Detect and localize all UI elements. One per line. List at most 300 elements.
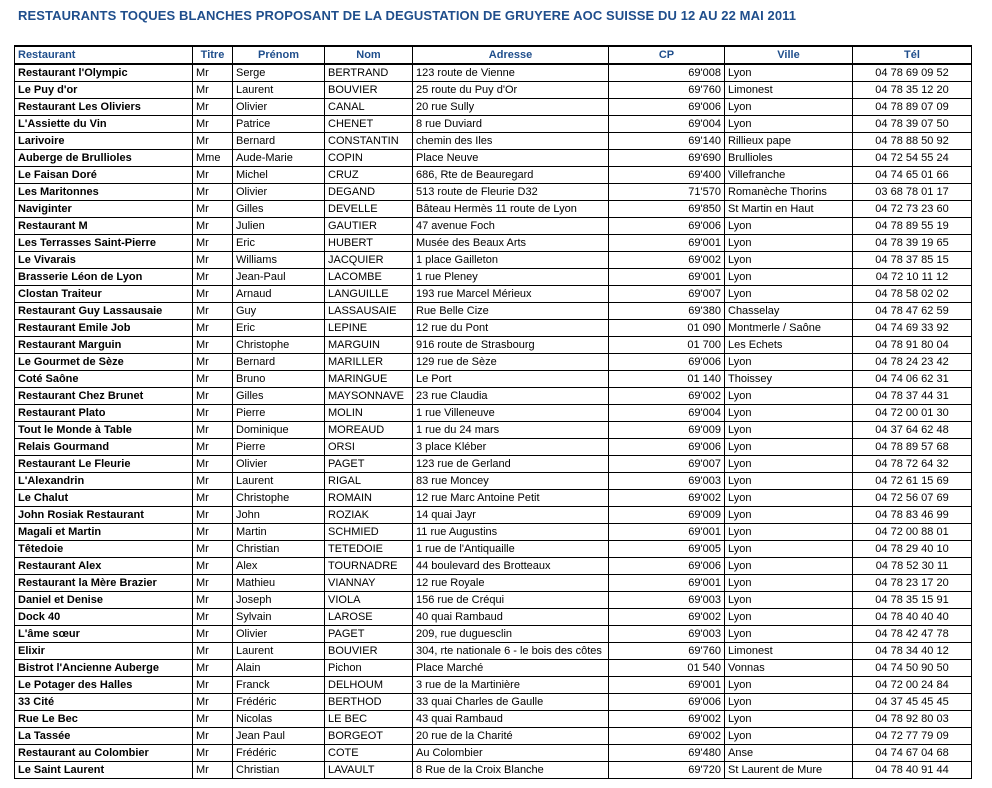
cell-cp: 69'003: [609, 592, 725, 609]
cell-adresse: 44 boulevard des Brotteaux: [413, 558, 609, 575]
cell-ville: Montmerle / Saône: [725, 320, 853, 337]
cell-ville: Lyon: [725, 99, 853, 116]
cell-tel: 04 78 47 62 59: [853, 303, 972, 320]
cell-tel: 04 72 61 15 69: [853, 473, 972, 490]
cell-tel: 04 78 89 07 09: [853, 99, 972, 116]
cell-cp: 69'009: [609, 507, 725, 524]
header-cp: CP: [609, 46, 725, 64]
cell-ville: Limonest: [725, 82, 853, 99]
cell-prenom: Franck: [233, 677, 325, 694]
cell-tel: 04 72 73 23 60: [853, 201, 972, 218]
cell-prenom: Bernard: [233, 133, 325, 150]
cell-adresse: 3 rue de la Martinière: [413, 677, 609, 694]
cell-restaurant: Larivoire: [15, 133, 193, 150]
cell-tel: 04 78 91 80 04: [853, 337, 972, 354]
cell-titre: Mr: [193, 320, 233, 337]
table-row: [15, 405, 972, 422]
cell-prenom: Laurent: [233, 643, 325, 660]
cell-nom: CONSTANTIN: [325, 133, 413, 150]
cell-nom: BERTHOD: [325, 694, 413, 711]
cell-adresse: 686, Rte de Beauregard: [413, 167, 609, 184]
cell-cp: 69'850: [609, 201, 725, 218]
cell-ville: Anse: [725, 745, 853, 762]
cell-tel: 04 72 54 55 24: [853, 150, 972, 167]
cell-ville: Rillieux pape: [725, 133, 853, 150]
cell-restaurant: La Tassée: [15, 728, 193, 745]
cell-tel: 04 78 37 85 15: [853, 252, 972, 269]
cell-adresse: 11 rue Augustins: [413, 524, 609, 541]
table-row: [15, 286, 972, 303]
table-row: [15, 643, 972, 660]
cell-cp: 69'002: [609, 490, 725, 507]
table-row: [15, 82, 972, 99]
table-row: [15, 507, 972, 524]
table-row: [15, 150, 972, 167]
cell-nom: MAYSONNAVE: [325, 388, 413, 405]
cell-nom: LAROSE: [325, 609, 413, 626]
cell-restaurant: Coté Saône: [15, 371, 193, 388]
cell-titre: Mr: [193, 626, 233, 643]
cell-ville: Lyon: [725, 422, 853, 439]
cell-tel: 04 72 00 88 01: [853, 524, 972, 541]
table-row: [15, 728, 972, 745]
cell-cp: 01 090: [609, 320, 725, 337]
cell-restaurant: Les Terrasses Saint-Pierre: [15, 235, 193, 252]
cell-prenom: Bernard: [233, 354, 325, 371]
cell-nom: PAGET: [325, 626, 413, 643]
cell-nom: BOUVIER: [325, 643, 413, 660]
cell-restaurant: L'âme sœur: [15, 626, 193, 643]
table-row: [15, 745, 972, 762]
cell-titre: Mr: [193, 609, 233, 626]
cell-titre: Mr: [193, 354, 233, 371]
cell-prenom: Olivier: [233, 99, 325, 116]
cell-adresse: 40 quai Rambaud: [413, 609, 609, 626]
header-ville: Ville: [725, 46, 853, 64]
cell-nom: JACQUIER: [325, 252, 413, 269]
cell-titre: Mr: [193, 643, 233, 660]
cell-prenom: Mathieu: [233, 575, 325, 592]
cell-cp: 69'004: [609, 405, 725, 422]
table-row: [15, 99, 972, 116]
table-row: [15, 541, 972, 558]
cell-tel: 04 78 40 40 40: [853, 609, 972, 626]
cell-cp: 01 140: [609, 371, 725, 388]
cell-ville: Lyon: [725, 286, 853, 303]
cell-restaurant: 33 Cité: [15, 694, 193, 711]
cell-adresse: 209, rue duguesclin: [413, 626, 609, 643]
cell-adresse: 1 rue du 24 mars: [413, 422, 609, 439]
cell-prenom: Serge: [233, 64, 325, 82]
cell-adresse: 25 route du Puy d'Or: [413, 82, 609, 99]
cell-adresse: 304, rte nationale 6 - le bois des côtes: [413, 643, 609, 660]
cell-prenom: John: [233, 507, 325, 524]
cell-restaurant: Le Potager des Halles: [15, 677, 193, 694]
cell-restaurant: Restaurant Chez Brunet: [15, 388, 193, 405]
cell-prenom: Sylvain: [233, 609, 325, 626]
cell-adresse: 1 rue Villeneuve: [413, 405, 609, 422]
cell-titre: Mr: [193, 694, 233, 711]
cell-adresse: 156 rue de Créqui: [413, 592, 609, 609]
table-row: [15, 184, 972, 201]
cell-adresse: 8 rue Duviard: [413, 116, 609, 133]
cell-restaurant: Le Puy d'or: [15, 82, 193, 99]
cell-nom: TOURNADRE: [325, 558, 413, 575]
cell-tel: 04 78 58 02 02: [853, 286, 972, 303]
cell-ville: Lyon: [725, 269, 853, 286]
cell-titre: Mr: [193, 269, 233, 286]
table-row: [15, 473, 972, 490]
cell-tel: 04 78 72 64 32: [853, 456, 972, 473]
cell-cp: 01 700: [609, 337, 725, 354]
cell-ville: Limonest: [725, 643, 853, 660]
cell-titre: Mr: [193, 456, 233, 473]
cell-restaurant: Naviginter: [15, 201, 193, 218]
cell-titre: Mr: [193, 64, 233, 82]
table-row: [15, 269, 972, 286]
table-row: [15, 762, 972, 779]
cell-nom: GAUTIER: [325, 218, 413, 235]
page-title: RESTAURANTS TOQUES BLANCHES PROPOSANT DE LA DEGUSTATION DE GRUYERE AOC SUISSE DU 12 AU 22 MAI 2011: [18, 8, 797, 23]
table-row: [15, 660, 972, 677]
cell-titre: Mr: [193, 252, 233, 269]
cell-ville: Lyon: [725, 116, 853, 133]
cell-titre: Mr: [193, 660, 233, 677]
cell-nom: MARGUIN: [325, 337, 413, 354]
cell-cp: 69'008: [609, 64, 725, 82]
cell-adresse: 83 rue Moncey: [413, 473, 609, 490]
cell-cp: 69'006: [609, 558, 725, 575]
cell-cp: 69'760: [609, 643, 725, 660]
cell-restaurant: Dock 40: [15, 609, 193, 626]
cell-cp: 69'760: [609, 82, 725, 99]
cell-tel: 04 78 35 15 91: [853, 592, 972, 609]
cell-nom: HUBERT: [325, 235, 413, 252]
table-row: [15, 592, 972, 609]
cell-titre: Mr: [193, 235, 233, 252]
cell-titre: Mr: [193, 99, 233, 116]
cell-cp: 69'690: [609, 150, 725, 167]
cell-adresse: Place Marché: [413, 660, 609, 677]
cell-ville: Lyon: [725, 456, 853, 473]
cell-prenom: Julien: [233, 218, 325, 235]
cell-prenom: Arnaud: [233, 286, 325, 303]
cell-ville: Brullioles: [725, 150, 853, 167]
cell-nom: LEPINE: [325, 320, 413, 337]
cell-prenom: Aude-Marie: [233, 150, 325, 167]
cell-restaurant: Têtedoie: [15, 541, 193, 558]
cell-nom: CHENET: [325, 116, 413, 133]
cell-tel: 04 72 77 79 09: [853, 728, 972, 745]
cell-titre: Mr: [193, 371, 233, 388]
cell-restaurant: Restaurant Le Fleurie: [15, 456, 193, 473]
cell-prenom: Alain: [233, 660, 325, 677]
table-row: [15, 201, 972, 218]
cell-tel: 04 78 52 30 11: [853, 558, 972, 575]
cell-titre: Mr: [193, 507, 233, 524]
cell-ville: Lyon: [725, 64, 853, 82]
cell-adresse: Au Colombier: [413, 745, 609, 762]
cell-titre: Mr: [193, 388, 233, 405]
cell-nom: LANGUILLE: [325, 286, 413, 303]
cell-cp: 69'003: [609, 473, 725, 490]
cell-nom: PAGET: [325, 456, 413, 473]
table-row: [15, 320, 972, 337]
header-titre: Titre: [193, 46, 233, 64]
table-row: [15, 558, 972, 575]
table-row: [15, 354, 972, 371]
cell-prenom: Pierre: [233, 439, 325, 456]
cell-adresse: 193 rue Marcel Mérieux: [413, 286, 609, 303]
cell-tel: 04 72 56 07 69: [853, 490, 972, 507]
cell-tel: 04 78 24 23 42: [853, 354, 972, 371]
cell-ville: Lyon: [725, 405, 853, 422]
cell-prenom: Michel: [233, 167, 325, 184]
cell-cp: 69'001: [609, 235, 725, 252]
cell-restaurant: Restaurant Emile Job: [15, 320, 193, 337]
cell-titre: Mr: [193, 745, 233, 762]
cell-prenom: Frédéric: [233, 694, 325, 711]
cell-ville: Lyon: [725, 218, 853, 235]
cell-cp: 69'004: [609, 116, 725, 133]
cell-adresse: 8 Rue de la Croix Blanche: [413, 762, 609, 779]
cell-restaurant: Restaurant Plato: [15, 405, 193, 422]
cell-ville: St Laurent de Mure: [725, 762, 853, 779]
cell-ville: Villefranche: [725, 167, 853, 184]
cell-cp: 69'400: [609, 167, 725, 184]
cell-cp: 69'006: [609, 218, 725, 235]
cell-restaurant: Bistrot l'Ancienne Auberge: [15, 660, 193, 677]
cell-restaurant: Restaurant l'Olympic: [15, 64, 193, 82]
cell-adresse: 123 route de Vienne: [413, 64, 609, 82]
cell-cp: 69'002: [609, 711, 725, 728]
cell-titre: Mme: [193, 150, 233, 167]
cell-ville: Lyon: [725, 473, 853, 490]
cell-nom: MOLIN: [325, 405, 413, 422]
cell-restaurant: Tout le Monde à Table: [15, 422, 193, 439]
cell-prenom: Laurent: [233, 473, 325, 490]
cell-ville: Lyon: [725, 677, 853, 694]
cell-prenom: Bruno: [233, 371, 325, 388]
cell-prenom: Gilles: [233, 388, 325, 405]
cell-prenom: Gilles: [233, 201, 325, 218]
cell-cp: 69'005: [609, 541, 725, 558]
cell-cp: 69'006: [609, 99, 725, 116]
cell-restaurant: Le Saint Laurent: [15, 762, 193, 779]
cell-restaurant: Le Gourmet de Sèze: [15, 354, 193, 371]
cell-nom: COTE: [325, 745, 413, 762]
cell-adresse: Bâteau Hermès 11 route de Lyon: [413, 201, 609, 218]
cell-titre: Mr: [193, 405, 233, 422]
cell-adresse: 20 rue Sully: [413, 99, 609, 116]
cell-nom: BORGEOT: [325, 728, 413, 745]
cell-nom: SCHMIED: [325, 524, 413, 541]
cell-adresse: 47 avenue Foch: [413, 218, 609, 235]
cell-restaurant: Restaurant Guy Lassausaie: [15, 303, 193, 320]
cell-cp: 69'009: [609, 422, 725, 439]
cell-restaurant: Magali et Martin: [15, 524, 193, 541]
table-row: [15, 422, 972, 439]
table-row: [15, 218, 972, 235]
cell-nom: ROMAIN: [325, 490, 413, 507]
cell-restaurant: Les Maritonnes: [15, 184, 193, 201]
cell-tel: 03 68 78 01 17: [853, 184, 972, 201]
table-row: [15, 64, 972, 82]
cell-adresse: 513 route de Fleurie D32: [413, 184, 609, 201]
cell-ville: Lyon: [725, 490, 853, 507]
cell-titre: Mr: [193, 133, 233, 150]
cell-nom: DEVELLE: [325, 201, 413, 218]
cell-tel: 04 78 89 55 19: [853, 218, 972, 235]
cell-nom: Pichon: [325, 660, 413, 677]
cell-ville: Vonnas: [725, 660, 853, 677]
cell-adresse: 12 rue du Pont: [413, 320, 609, 337]
cell-restaurant: Auberge de Brullioles: [15, 150, 193, 167]
cell-titre: Mr: [193, 337, 233, 354]
cell-cp: 69'002: [609, 609, 725, 626]
cell-titre: Mr: [193, 728, 233, 745]
cell-titre: Mr: [193, 184, 233, 201]
cell-adresse: 3 place Kléber: [413, 439, 609, 456]
cell-prenom: Alex: [233, 558, 325, 575]
cell-adresse: 33 quai Charles de Gaulle: [413, 694, 609, 711]
header-nom: Nom: [325, 46, 413, 64]
cell-prenom: Guy: [233, 303, 325, 320]
cell-nom: VIOLA: [325, 592, 413, 609]
cell-nom: ORSI: [325, 439, 413, 456]
cell-ville: Les Echets: [725, 337, 853, 354]
cell-prenom: Jean Paul: [233, 728, 325, 745]
cell-nom: VIANNAY: [325, 575, 413, 592]
cell-tel: 04 78 37 44 31: [853, 388, 972, 405]
cell-titre: Mr: [193, 490, 233, 507]
cell-tel: 04 78 39 19 65: [853, 235, 972, 252]
cell-tel: 04 78 39 07 50: [853, 116, 972, 133]
cell-cp: 69'007: [609, 286, 725, 303]
cell-cp: 71'570: [609, 184, 725, 201]
cell-tel: 04 74 69 33 92: [853, 320, 972, 337]
cell-tel: 04 72 00 24 84: [853, 677, 972, 694]
cell-ville: Chasselay: [725, 303, 853, 320]
cell-titre: Mr: [193, 575, 233, 592]
cell-titre: Mr: [193, 218, 233, 235]
cell-nom: MARINGUE: [325, 371, 413, 388]
cell-cp: 69'480: [609, 745, 725, 762]
cell-nom: ROZIAK: [325, 507, 413, 524]
cell-nom: LAVAULT: [325, 762, 413, 779]
cell-prenom: Christian: [233, 762, 325, 779]
cell-prenom: Martin: [233, 524, 325, 541]
cell-ville: Lyon: [725, 388, 853, 405]
cell-ville: Lyon: [725, 711, 853, 728]
cell-restaurant: Daniel et Denise: [15, 592, 193, 609]
cell-ville: Lyon: [725, 728, 853, 745]
cell-tel: 04 74 06 62 31: [853, 371, 972, 388]
table-row: [15, 626, 972, 643]
cell-cp: 69'001: [609, 575, 725, 592]
cell-prenom: Eric: [233, 320, 325, 337]
cell-tel: 04 74 65 01 66: [853, 167, 972, 184]
cell-tel: 04 37 45 45 45: [853, 694, 972, 711]
cell-nom: MOREAUD: [325, 422, 413, 439]
header-restaurant: Restaurant: [15, 46, 193, 64]
cell-cp: 69'006: [609, 694, 725, 711]
cell-ville: Lyon: [725, 524, 853, 541]
cell-cp: 69'720: [609, 762, 725, 779]
cell-adresse: Le Port: [413, 371, 609, 388]
cell-adresse: 20 rue de la Charité: [413, 728, 609, 745]
cell-tel: 04 78 35 12 20: [853, 82, 972, 99]
cell-adresse: Place Neuve: [413, 150, 609, 167]
table-row: [15, 371, 972, 388]
cell-titre: Mr: [193, 201, 233, 218]
cell-tel: 04 78 34 40 12: [853, 643, 972, 660]
cell-restaurant: Restaurant M: [15, 218, 193, 235]
cell-tel: 04 78 83 46 99: [853, 507, 972, 524]
table-row: [15, 490, 972, 507]
cell-prenom: Olivier: [233, 184, 325, 201]
table-row: [15, 235, 972, 252]
table-row: [15, 524, 972, 541]
cell-ville: Thoissey: [725, 371, 853, 388]
cell-cp: 69'006: [609, 354, 725, 371]
cell-nom: LE BEC: [325, 711, 413, 728]
cell-adresse: 1 place Gailleton: [413, 252, 609, 269]
cell-ville: Romanèche Thorins: [725, 184, 853, 201]
table-row: [15, 303, 972, 320]
cell-restaurant: Restaurant Les Oliviers: [15, 99, 193, 116]
cell-restaurant: Clostan Traiteur: [15, 286, 193, 303]
cell-titre: Mr: [193, 592, 233, 609]
cell-cp: 69'002: [609, 388, 725, 405]
cell-restaurant: Elixir: [15, 643, 193, 660]
cell-restaurant: Restaurant Alex: [15, 558, 193, 575]
cell-cp: 69'001: [609, 524, 725, 541]
cell-nom: CANAL: [325, 99, 413, 116]
cell-adresse: 12 rue Marc Antoine Petit: [413, 490, 609, 507]
cell-ville: Lyon: [725, 235, 853, 252]
cell-nom: LACOMBE: [325, 269, 413, 286]
cell-tel: 04 78 89 57 68: [853, 439, 972, 456]
cell-nom: BOUVIER: [325, 82, 413, 99]
cell-adresse: 12 rue Royale: [413, 575, 609, 592]
cell-nom: DELHOUM: [325, 677, 413, 694]
cell-adresse: 1 rue Pleney: [413, 269, 609, 286]
cell-cp: 69'002: [609, 252, 725, 269]
cell-nom: DEGAND: [325, 184, 413, 201]
cell-restaurant: L'Assiette du Vin: [15, 116, 193, 133]
cell-cp: 69'380: [609, 303, 725, 320]
cell-adresse: Musée des Beaux Arts: [413, 235, 609, 252]
cell-ville: Lyon: [725, 252, 853, 269]
table-row: [15, 116, 972, 133]
table-body: [15, 64, 972, 779]
cell-ville: Lyon: [725, 626, 853, 643]
table-row: [15, 694, 972, 711]
cell-tel: 04 74 50 90 50: [853, 660, 972, 677]
header-row: [15, 46, 972, 64]
cell-ville: St Martin en Haut: [725, 201, 853, 218]
cell-titre: Mr: [193, 286, 233, 303]
cell-prenom: Dominique: [233, 422, 325, 439]
cell-titre: Mr: [193, 762, 233, 779]
cell-prenom: Joseph: [233, 592, 325, 609]
cell-titre: Mr: [193, 303, 233, 320]
cell-titre: Mr: [193, 677, 233, 694]
cell-cp: 69'001: [609, 269, 725, 286]
cell-ville: Lyon: [725, 694, 853, 711]
cell-restaurant: Le Faisan Doré: [15, 167, 193, 184]
